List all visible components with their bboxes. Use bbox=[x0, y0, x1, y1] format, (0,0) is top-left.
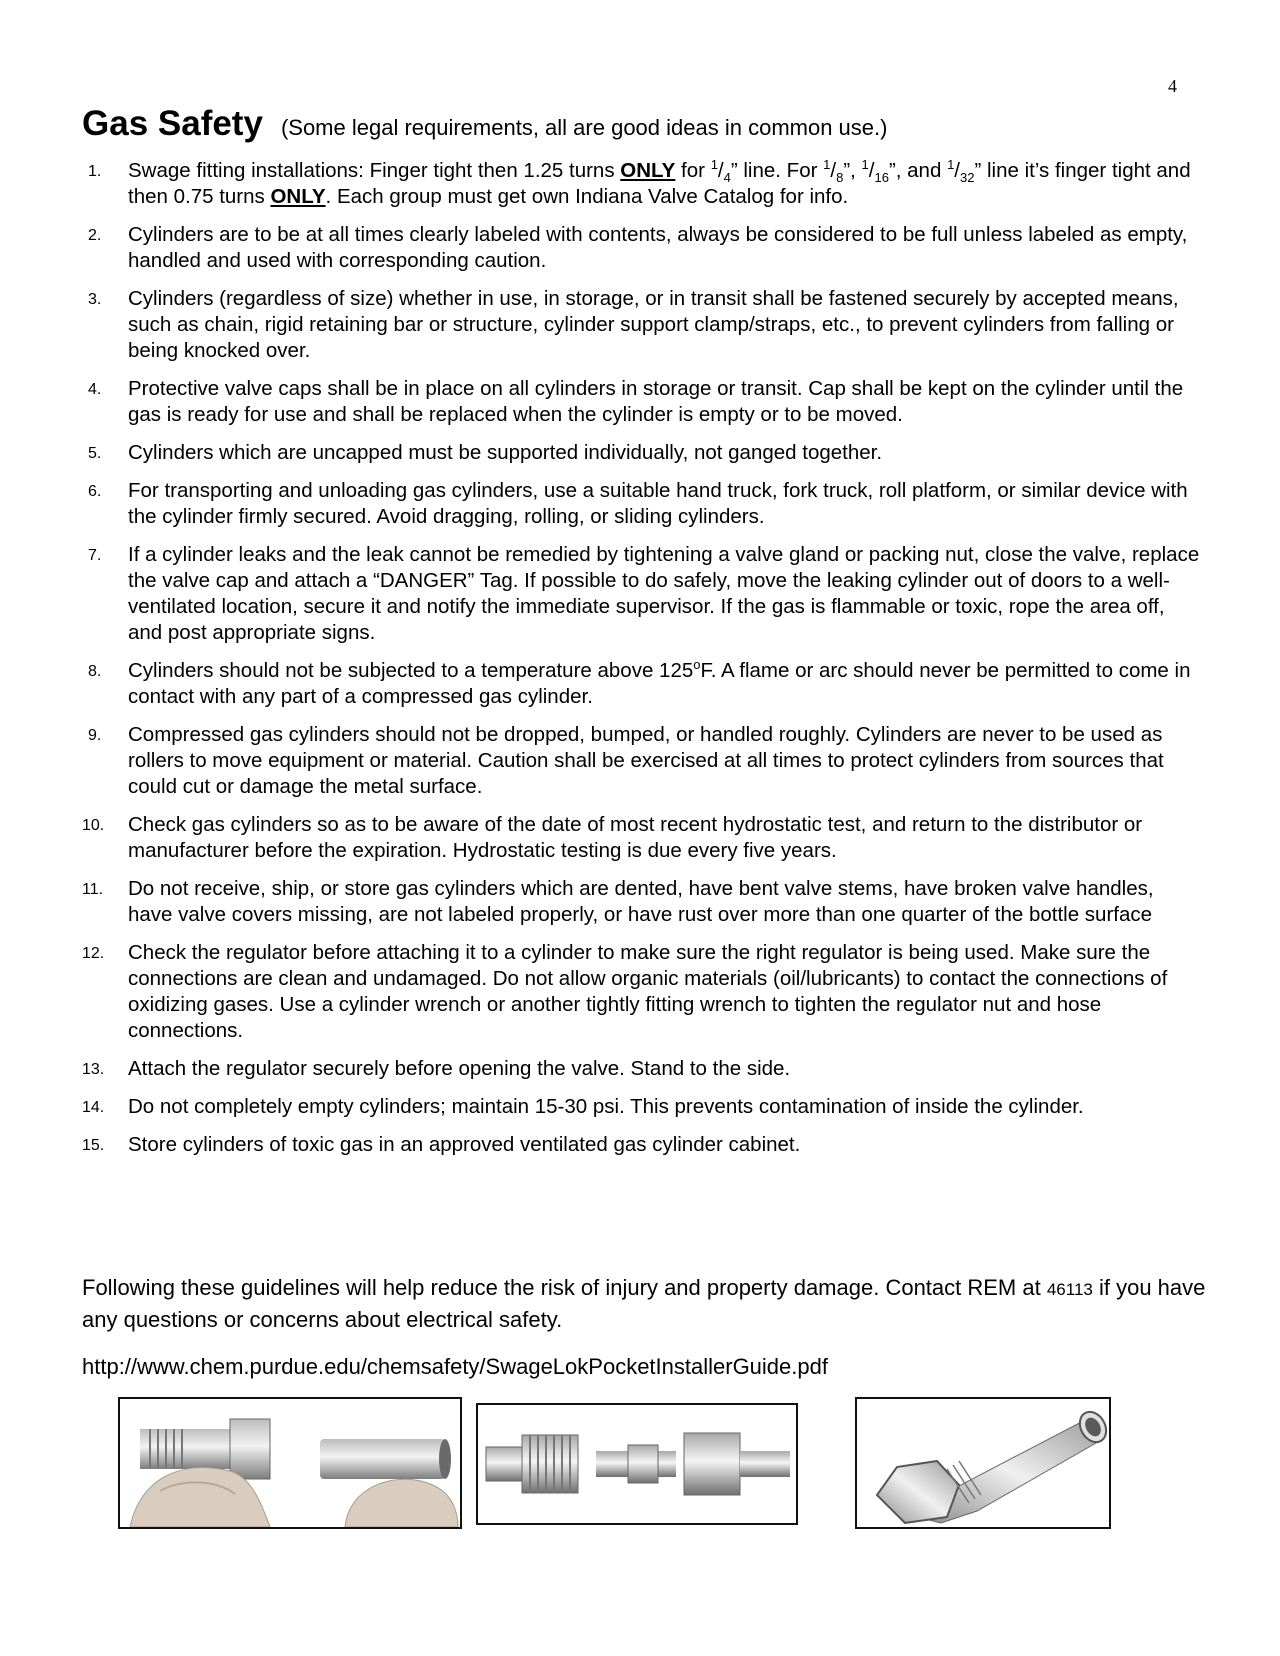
rule-text: For transporting and unloading gas cylinders, use a suitable hand truck, fork truck, roll platform, or similar device with the cylinder firmly secured. Avoid dragging, rolling, or sliding cylinders. bbox=[128, 479, 1188, 528]
rule-item-6 bbox=[82, 478, 1202, 530]
rule-text: Cylinders should not be subjected to a temperature above 125$^o$F. A flame or arc should never be permitted to come in contact with any part of a compressed gas cylinder. bbox=[128, 657, 1191, 708]
rule-number: 14. bbox=[82, 1099, 105, 1116]
page-number: 4 bbox=[1168, 76, 1177, 96]
rule-number: 13. bbox=[82, 1061, 105, 1078]
rule-number: 5. bbox=[88, 445, 102, 462]
rule-text: If a cylinder leaks and the leak cannot be remedied by tightening a valve gland or packing nut, close the valve, replace the valve cap and attach a “DANGER” Tag. If possible to do safely, move the leaking cylinder out of doors to a well-ventilated location, secure it and notify the immediate supervisor. If the gas is flammable or toxic, rope the area off, and post appropriate signs. bbox=[128, 543, 1200, 644]
rule-text: Attach the regulator securely before opening the valve. Stand to the side. bbox=[128, 1057, 791, 1080]
rule-text: Compressed gas cylinders should not be dropped, bumped, or handled roughly. Cylinders are never to be used as rollers to move equipment or material. Caution shall be exercised at all times to protect cylinders from sources that could cut or damage the metal surface. bbox=[128, 723, 1164, 798]
rule-number: 10. bbox=[82, 817, 105, 834]
rule-item-15 bbox=[82, 1132, 1202, 1158]
rule-text: Check gas cylinders so as to be aware of the date of most recent hydrostatic test, and return to the distributor or manufacturer before the expiration. Hydrostatic testing is due every five years. bbox=[128, 813, 1143, 862]
rule-text: Do not receive, ship, or store gas cylinders which are dented, have bent valve stems, have broken valve handles, have valve covers missing, are not labeled properly, or have rust over more than one quarter of the bottle surface bbox=[128, 877, 1154, 926]
rule-text: Check the regulator before attaching it to a cylinder to make sure the right regulator is being used. Make sure the connections are clean and undamaged. Do not allow organic materials (oil/lubricants) to contact the connections of oxidizing gases. Use a cylinder wrench or another tightly fitting wrench to tighten the regulator nut and hose connections. bbox=[128, 941, 1168, 1042]
rule-number: 12. bbox=[82, 945, 105, 962]
rule-item-11 bbox=[82, 876, 1202, 928]
rule-text: Swage fitting installations: Finger tight then 1.25 turns ONLY for $^1/_4$” line. For $^1/_8$”, $^1/_{16}$”, and $^1/_{32}$” line it’s finger tight and then 0.75 turns ONLY. Each group must get own Indiana Valve Catalog for info. bbox=[128, 157, 1191, 208]
rule-number: 1. bbox=[88, 163, 102, 180]
photo-fitting-components bbox=[476, 1403, 798, 1525]
safety-rules-list bbox=[82, 158, 1202, 1170]
degree-sign: o bbox=[693, 657, 701, 673]
rule-text: Store cylinders of toxic gas in an approved ventilated gas cylinder cabinet. bbox=[128, 1133, 801, 1156]
emphasis-only: ONLY bbox=[620, 159, 676, 182]
phone-extension: 46113 bbox=[1046, 1280, 1093, 1299]
photo-nut-and-tube bbox=[855, 1397, 1111, 1529]
rule-item-13 bbox=[82, 1056, 1202, 1082]
rule-item-2 bbox=[82, 222, 1202, 274]
emphasis-only: ONLY bbox=[270, 185, 326, 208]
page-title: Gas Safety bbox=[82, 104, 263, 143]
rule-text: Protective valve caps shall be in place on all cylinders in storage or transit. Cap shall be kept on the cylinder until the gas is ready for use and shall be replaced when the cylinder is empty or to be moved. bbox=[128, 377, 1184, 426]
rule-item-3 bbox=[82, 286, 1202, 364]
rule-number: 3. bbox=[88, 291, 102, 308]
page-subtitle: (Some legal requirements, all are good ideas in common use.) bbox=[280, 115, 888, 140]
rule-number: 15. bbox=[82, 1137, 105, 1154]
rule-item-9 bbox=[82, 722, 1202, 800]
rule-item-12 bbox=[82, 940, 1202, 1044]
rule-number: 2. bbox=[88, 227, 102, 244]
rule-item-10 bbox=[82, 812, 1202, 864]
rule-text: Do not completely empty cylinders; maintain 15-30 psi. This prevents contamination of inside the cylinder. bbox=[128, 1095, 1084, 1118]
rule-number: 8. bbox=[88, 663, 102, 680]
rule-item-7 bbox=[82, 542, 1202, 646]
rule-number: 9. bbox=[88, 727, 102, 744]
reference-link[interactable]: http://www.chem.purdue.edu/chemsafety/SwageLokPocketInstallerGuide.pdf bbox=[82, 1354, 828, 1379]
rule-number: 6. bbox=[88, 483, 102, 500]
closing-paragraph: Following these guidelines will help reduce the risk of injury and property damage. Contact REM at 46113 if you have any questions or concerns about electrical safety. bbox=[82, 1275, 1206, 1332]
rule-number: 7. bbox=[88, 547, 102, 564]
page-heading bbox=[82, 104, 887, 144]
rule-item-5 bbox=[82, 440, 1202, 466]
rule-item-1 bbox=[82, 158, 1202, 210]
rule-text: Cylinders are to be at all times clearly labeled with contents, always be considered to be full unless labeled as empty, handled and used with corresponding caution. bbox=[128, 223, 1188, 272]
rule-item-14 bbox=[82, 1094, 1202, 1120]
rule-text: Cylinders (regardless of size) whether in use, in storage, or in transit shall be fastened securely by accepted means, such as chain, rigid retaining bar or structure, cylinder support clamp/straps, etc., to prevent cylinders from falling or being knocked over. bbox=[128, 287, 1179, 362]
rule-item-4 bbox=[82, 376, 1202, 428]
rule-number: 4. bbox=[88, 381, 102, 398]
rule-number: 11. bbox=[82, 881, 104, 898]
rule-text: Cylinders which are uncapped must be supported individually, not ganged together. bbox=[128, 441, 883, 464]
photo-finger-tightening bbox=[118, 1397, 462, 1529]
rule-item-8 bbox=[82, 658, 1202, 710]
